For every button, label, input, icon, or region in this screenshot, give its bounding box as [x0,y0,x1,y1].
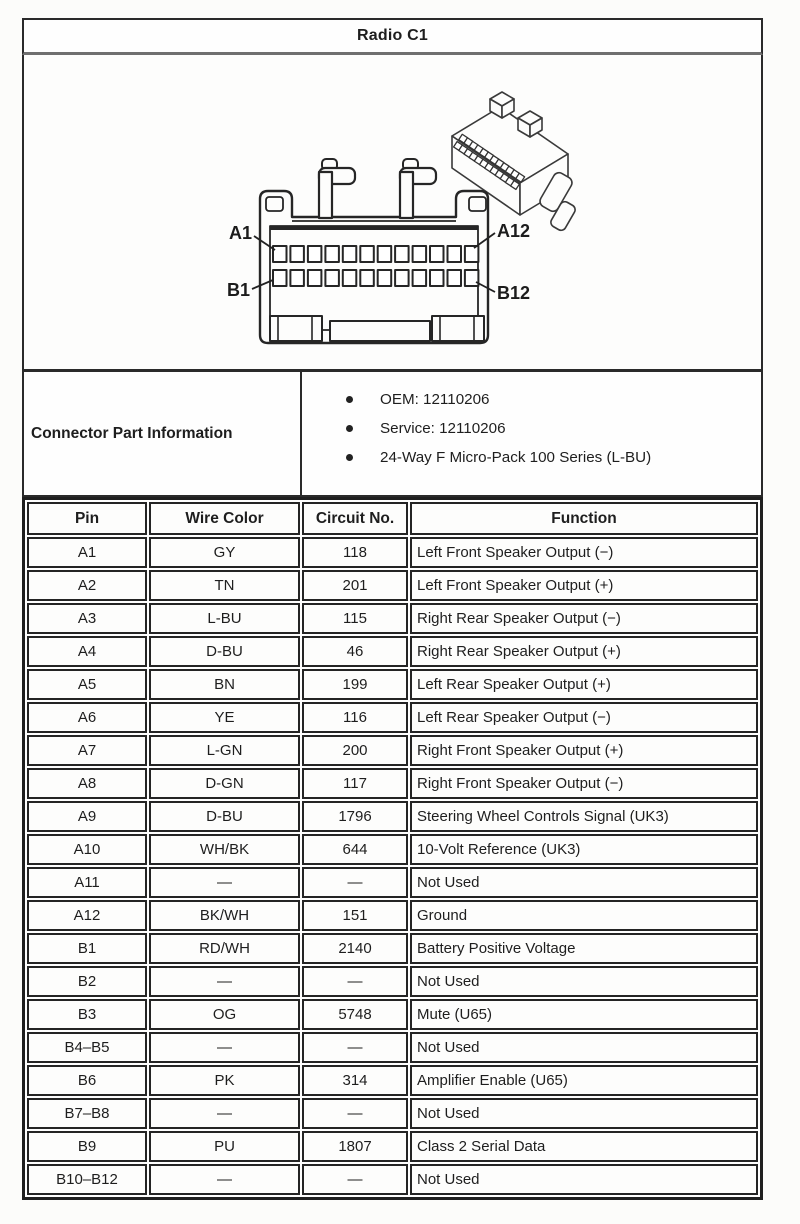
cell-pin: A3 [27,603,147,634]
part-info-series: 24-Way F Micro-Pack 100 Series (L-BU) [380,449,652,466]
cell-function: Right Rear Speaker Output (+) [410,636,758,667]
table-row [27,1098,758,1129]
cell-function: Right Rear Speaker Output (−) [410,603,758,634]
cell-function: Mute (U65) [410,999,758,1030]
cell-circuit-no: 116 [302,702,408,733]
table-header-row [27,502,758,535]
cell-wire-color: WH/BK [149,834,300,865]
pinout-table-body [27,537,758,1195]
bullet-icon [346,396,353,403]
cell-wire-color: BN [149,669,300,700]
cell-wire-color: PU [149,1131,300,1162]
table-row [27,735,758,766]
cell-pin: A1 [27,537,147,568]
cell-wire-color: RD/WH [149,933,300,964]
part-info-bullet-series [346,443,761,472]
part-info-oem: OEM: 12110206 [380,391,490,408]
cell-wire-color: — [149,1098,300,1129]
cell-circuit-no: 1807 [302,1131,408,1162]
table-row [27,867,758,898]
cell-circuit-no: — [302,1032,408,1063]
table-row [27,1065,758,1096]
table-row [27,669,758,700]
table-row [27,1164,758,1195]
table-row [27,537,758,568]
pin-label-b1: B1 [226,280,250,300]
cell-wire-color: — [149,1032,300,1063]
cell-circuit-no: 644 [302,834,408,865]
connector-diagram [24,55,761,368]
front-lock-tab [319,159,355,218]
cell-pin: A9 [27,801,147,832]
part-info-label-cell [24,372,302,495]
cell-function: Class 2 Serial Data [410,1131,758,1162]
cell-function: Amplifier Enable (U65) [410,1065,758,1096]
header-wire-color: Wire Color [149,502,300,535]
cell-wire-color: TN [149,570,300,601]
cell-function: Ground [410,900,758,931]
front-lock-tab [400,159,436,218]
cell-pin: A8 [27,768,147,799]
cell-pin: A4 [27,636,147,667]
page-title: Radio C1 [357,27,428,44]
cell-function: Not Used [410,1098,758,1129]
part-info-list [302,372,761,495]
part-info-label: Connector Part Information [31,424,233,442]
cell-wire-color: OG [149,999,300,1030]
cell-pin: A7 [27,735,147,766]
cell-function: Not Used [410,1164,758,1195]
cell-wire-color: — [149,1164,300,1195]
table-row [27,768,758,799]
table-row [27,1032,758,1063]
page-title-bar [22,18,763,55]
connector-part-info-row [22,372,763,497]
cell-wire-color: D-GN [149,768,300,799]
cell-function: Steering Wheel Controls Signal (UK3) [410,801,758,832]
table-row [27,900,758,931]
table-row [27,801,758,832]
cell-circuit-no: 115 [302,603,408,634]
cell-function: 10-Volt Reference (UK3) [410,834,758,865]
cell-circuit-no: 151 [302,900,408,931]
cell-pin: B9 [27,1131,147,1162]
cell-circuit-no: — [302,966,408,997]
cell-circuit-no: 117 [302,768,408,799]
cell-pin: A10 [27,834,147,865]
table-row [27,702,758,733]
cell-function: Left Front Speaker Output (+) [410,570,758,601]
header-circuit-no: Circuit No. [302,502,408,535]
cell-circuit-no: 199 [302,669,408,700]
bullet-icon [346,454,353,461]
cell-circuit-no: 1796 [302,801,408,832]
cell-circuit-no: — [302,867,408,898]
cell-pin: A6 [27,702,147,733]
cell-pin: A2 [27,570,147,601]
cell-wire-color: YE [149,702,300,733]
cell-function: Not Used [410,966,758,997]
cell-wire-color: BK/WH [149,900,300,931]
table-row [27,999,758,1030]
cell-circuit-no: 314 [302,1065,408,1096]
cell-function: Left Rear Speaker Output (+) [410,669,758,700]
bullet-icon [346,425,353,432]
cell-pin: B3 [27,999,147,1030]
connector-diagram-box [22,55,763,372]
pin-label-a1: A1 [228,223,252,243]
cell-pin: B6 [27,1065,147,1096]
cell-wire-color: D-BU [149,636,300,667]
cell-function: Not Used [410,1032,758,1063]
cell-function: Not Used [410,867,758,898]
part-info-bullet-oem [346,385,761,414]
part-info-bullet-service [346,414,761,443]
table-row [27,570,758,601]
cell-wire-color: D-BU [149,801,300,832]
pinout-table [22,497,763,1200]
cell-function: Left Front Speaker Output (−) [410,537,758,568]
cell-pin: B7–B8 [27,1098,147,1129]
part-info-service: Service: 12110206 [380,420,506,437]
header-pin: Pin [27,502,147,535]
table-row [27,603,758,634]
cell-circuit-no: 5748 [302,999,408,1030]
cell-pin: A5 [27,669,147,700]
cell-circuit-no: — [302,1164,408,1195]
cell-pin: A12 [27,900,147,931]
cell-circuit-no: 201 [302,570,408,601]
cell-function: Right Front Speaker Output (−) [410,768,758,799]
cell-wire-color: GY [149,537,300,568]
pin-label-b12: B12 [497,283,531,303]
pin-label-a12: A12 [497,221,531,241]
cell-circuit-no: 118 [302,537,408,568]
cell-pin: B4–B5 [27,1032,147,1063]
cell-wire-color: L-GN [149,735,300,766]
cell-function: Left Rear Speaker Output (−) [410,702,758,733]
table-row [27,966,758,997]
cell-pin: B10–B12 [27,1164,147,1195]
table-row [27,834,758,865]
cell-circuit-no: 200 [302,735,408,766]
cell-wire-color: — [149,966,300,997]
table-row [27,1131,758,1162]
cell-circuit-no: — [302,1098,408,1129]
cell-wire-color: PK [149,1065,300,1096]
cell-wire-color: — [149,867,300,898]
cell-pin: B2 [27,966,147,997]
connector-sheet [22,18,763,1200]
cell-circuit-no: 46 [302,636,408,667]
cell-circuit-no: 2140 [302,933,408,964]
cell-function: Battery Positive Voltage [410,933,758,964]
cell-pin: A11 [27,867,147,898]
cell-wire-color: L-BU [149,603,300,634]
header-function: Function [410,502,758,535]
cell-pin: B1 [27,933,147,964]
table-row [27,636,758,667]
cell-function: Right Front Speaker Output (+) [410,735,758,766]
table-row [27,933,758,964]
